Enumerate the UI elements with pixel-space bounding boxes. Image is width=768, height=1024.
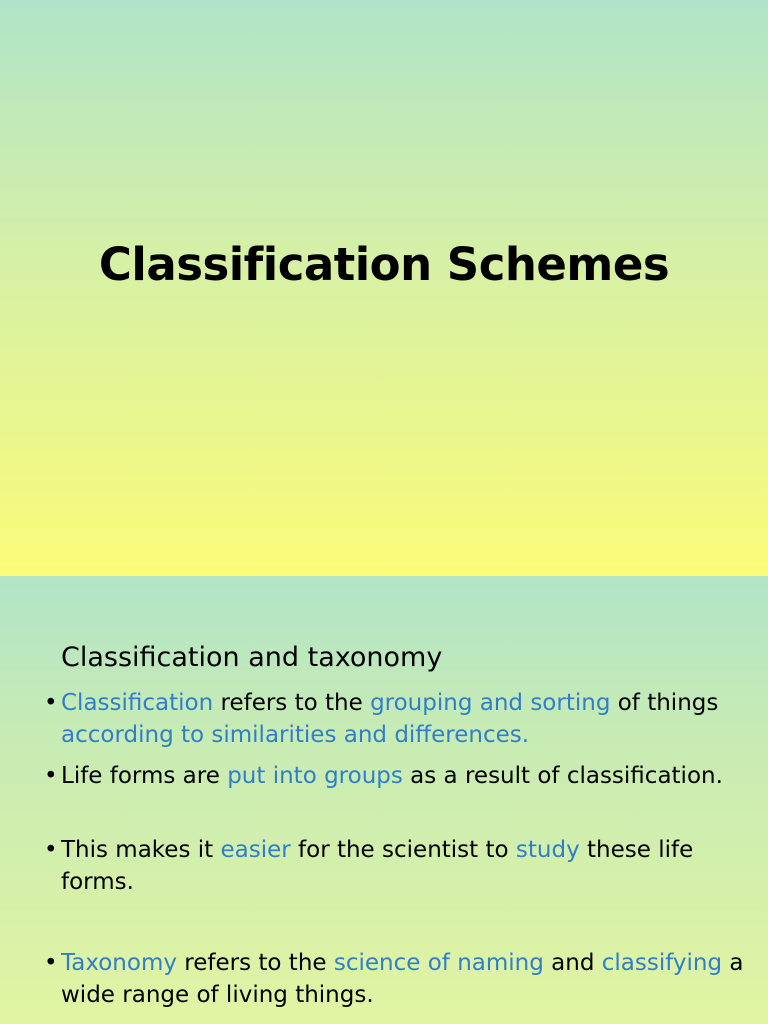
body-text: a wide range of living things.	[61, 950, 744, 1008]
highlight-text: classifying	[601, 950, 723, 976]
slide-subheading: Classification and taxonomy	[61, 642, 443, 673]
content-slide	[0, 576, 768, 1024]
slide-title: Classification Schemes	[98, 238, 670, 291]
highlight-text: put into groups	[227, 763, 403, 789]
body-text: these life forms.	[61, 837, 694, 895]
body-text: refers to the	[213, 690, 371, 716]
highlight-text: Taxonomy	[61, 950, 177, 976]
highlight-text: study	[515, 837, 580, 863]
highlight-text: grouping and sorting	[370, 690, 611, 716]
highlight-text: easier	[220, 837, 291, 863]
body-text: refers to the	[176, 950, 334, 976]
body-text: for the scientist to	[290, 837, 516, 863]
body-text: of things	[610, 690, 719, 716]
bullet-dot: •	[44, 763, 58, 789]
bullet-classification-definition	[44, 687, 751, 751]
bullet-taxonomy-definition	[44, 947, 751, 1011]
body-text: Life forms are	[61, 763, 228, 789]
body-text: as a result of classification.	[402, 763, 723, 789]
highlight-text: Classification	[61, 690, 214, 716]
highlight-text: according to similarities and differences.	[61, 722, 530, 748]
bullet-easier-to-study	[44, 834, 751, 898]
highlight-text: science of naming	[333, 950, 544, 976]
bullet-dot: •	[44, 950, 58, 976]
bullet-dot: •	[44, 690, 58, 716]
body-text: and	[543, 950, 602, 976]
bullet-dot: •	[44, 837, 58, 863]
body-text: This makes it	[61, 837, 221, 863]
bullet-life-forms-groups	[44, 760, 751, 792]
